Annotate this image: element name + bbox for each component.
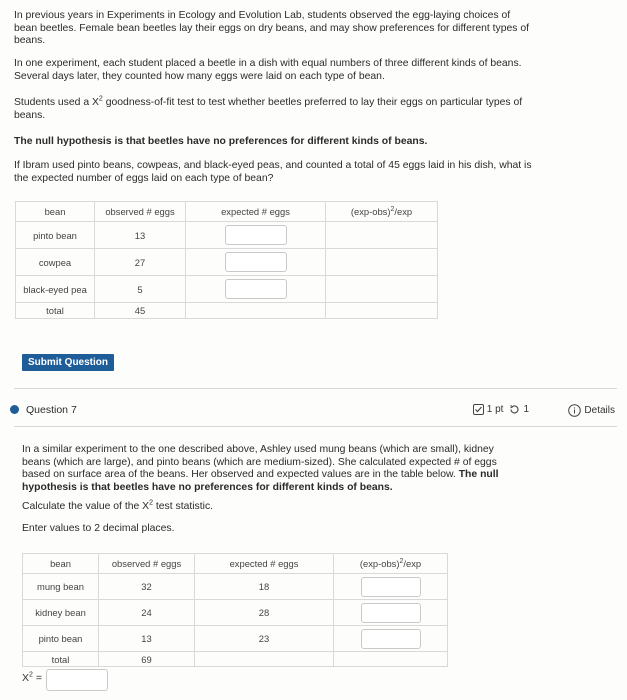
empty-cell xyxy=(326,249,438,276)
expected-input-black-eyed-pea[interactable] xyxy=(225,279,287,299)
row-bean: total xyxy=(23,652,99,667)
header-observed: observed # eggs xyxy=(95,202,186,222)
question-meta xyxy=(473,404,529,415)
row-bean: pinto bean xyxy=(16,222,95,249)
intro-paragraph-2: In one experiment, each student placed a beetle in a dish with equal numbers of three different kinds of beans. Several days later, they counted how many eggs were laid on each type of bean. xyxy=(14,58,522,82)
chi-cell xyxy=(334,626,448,652)
divider xyxy=(14,426,617,427)
row-bean: cowpea xyxy=(16,249,95,276)
chi-square-label: $X^2$ = xyxy=(22,671,42,684)
row-observed: 24 xyxy=(99,600,195,626)
retries-count: 1 xyxy=(523,404,529,415)
table-row xyxy=(23,626,448,652)
details-link[interactable] xyxy=(568,404,615,417)
intro-paragraph-1: In previous years in Experiments in Ecology and Evolution Lab, students observed the egg-laying choices of bean beetles. Female bean beetles lay their eggs on dry beans, and may show preferences for different types of beans. xyxy=(14,10,530,47)
empty-cell xyxy=(186,303,326,319)
row-observed: 69 xyxy=(99,652,195,667)
row-observed: 45 xyxy=(95,303,186,319)
intro-p3-after: goodness-of-fit test to test whether beetles preferred to lay their eggs on particular types of beans. xyxy=(14,97,523,121)
row-observed: 13 xyxy=(99,626,195,652)
intro-p3-sup: 2 xyxy=(98,95,103,103)
row-bean: pinto bean xyxy=(23,626,99,652)
row-expected xyxy=(195,652,334,667)
row-bean: mung bean xyxy=(23,574,99,600)
calc-instruction: Calculate the value of the $X^2$ test statistic. xyxy=(22,499,214,512)
submit-question-button[interactable]: Submit Question xyxy=(22,354,114,371)
question7-body xyxy=(22,444,512,494)
empty-cell xyxy=(334,652,448,667)
row-observed: 32 xyxy=(99,574,195,600)
intro-p3-before: Students used a X xyxy=(14,97,99,108)
chi-square-table xyxy=(22,553,448,667)
points-label: 1 pt xyxy=(486,404,504,415)
table-row-total xyxy=(16,303,438,319)
row-observed: 27 xyxy=(95,249,186,276)
null-hypothesis-text: The null hypothesis is that beetles have no preferences for different kinds of beans. xyxy=(14,136,428,147)
table-row xyxy=(16,222,438,249)
chi-input-pinto[interactable] xyxy=(361,629,421,649)
row-bean: black-eyed pea xyxy=(16,276,95,303)
question-status-dot xyxy=(10,405,19,414)
empty-cell xyxy=(326,222,438,249)
header-chi-component: $(\exp-obs)^2/\exp$ xyxy=(334,554,448,574)
question-title: Question 7 xyxy=(26,404,77,416)
row-expected: 18 xyxy=(195,574,334,600)
expected-cell xyxy=(186,249,326,276)
chi-cell xyxy=(334,600,448,626)
retry-icon xyxy=(509,404,520,415)
info-icon xyxy=(568,404,581,417)
row-expected: 23 xyxy=(195,626,334,652)
divider xyxy=(14,388,617,389)
checkbox-icon xyxy=(473,404,484,415)
empty-cell xyxy=(326,303,438,319)
header-bean: bean xyxy=(16,202,95,222)
row-bean: total xyxy=(16,303,95,319)
table-header-row xyxy=(16,202,438,222)
table-row xyxy=(23,600,448,626)
chi-square-input[interactable] xyxy=(46,669,108,691)
header-bean: bean xyxy=(23,554,99,574)
chi-cell xyxy=(334,574,448,600)
row-observed: 13 xyxy=(95,222,186,249)
table-row xyxy=(23,574,448,600)
row-observed: 5 xyxy=(95,276,186,303)
chi-input-kidney[interactable] xyxy=(361,603,421,623)
header-expected: expected # eggs xyxy=(195,554,334,574)
row-expected: 28 xyxy=(195,600,334,626)
empty-cell xyxy=(326,276,438,303)
question7-text: In a similar experiment to the one described above, Ashley used mung beans (which are small), kidney beans (which are large), and pinto beans (which are medium-sized). She calculated expected # of eggs based on surface area of the beans. Her observed and expected values are in the table below. xyxy=(22,444,497,481)
expected-input-cowpea[interactable] xyxy=(225,252,287,272)
question-prompt: If Ibram used pinto beans, cowpeas, and black-eyed peas, and counted a total of 45 eggs laid in his dish, what is the expected number of eggs laid on each type of bean? xyxy=(14,160,532,184)
header-expected: expected # eggs xyxy=(186,202,326,222)
header-observed: observed # eggs xyxy=(99,554,195,574)
expected-cell xyxy=(186,222,326,249)
intro-paragraph-3 xyxy=(14,97,534,122)
expected-eggs-table xyxy=(15,201,438,319)
decimal-instruction: Enter values to 2 decimal places. xyxy=(22,523,175,534)
table-header-row xyxy=(23,554,448,574)
expected-cell xyxy=(186,276,326,303)
chi-input-mung[interactable] xyxy=(361,577,421,597)
row-bean: kidney bean xyxy=(23,600,99,626)
table-row xyxy=(16,276,438,303)
table-row-total xyxy=(23,652,448,667)
header-chi-component: $(\exp-obs)^2/\exp$ xyxy=(326,202,438,222)
expected-input-pinto[interactable] xyxy=(225,225,287,245)
table-row xyxy=(16,249,438,276)
details-label: Details xyxy=(584,405,615,416)
question7-null-hypothesis: The null hypothesis is that beetles have no preferences for different kinds of beans. xyxy=(22,469,499,493)
